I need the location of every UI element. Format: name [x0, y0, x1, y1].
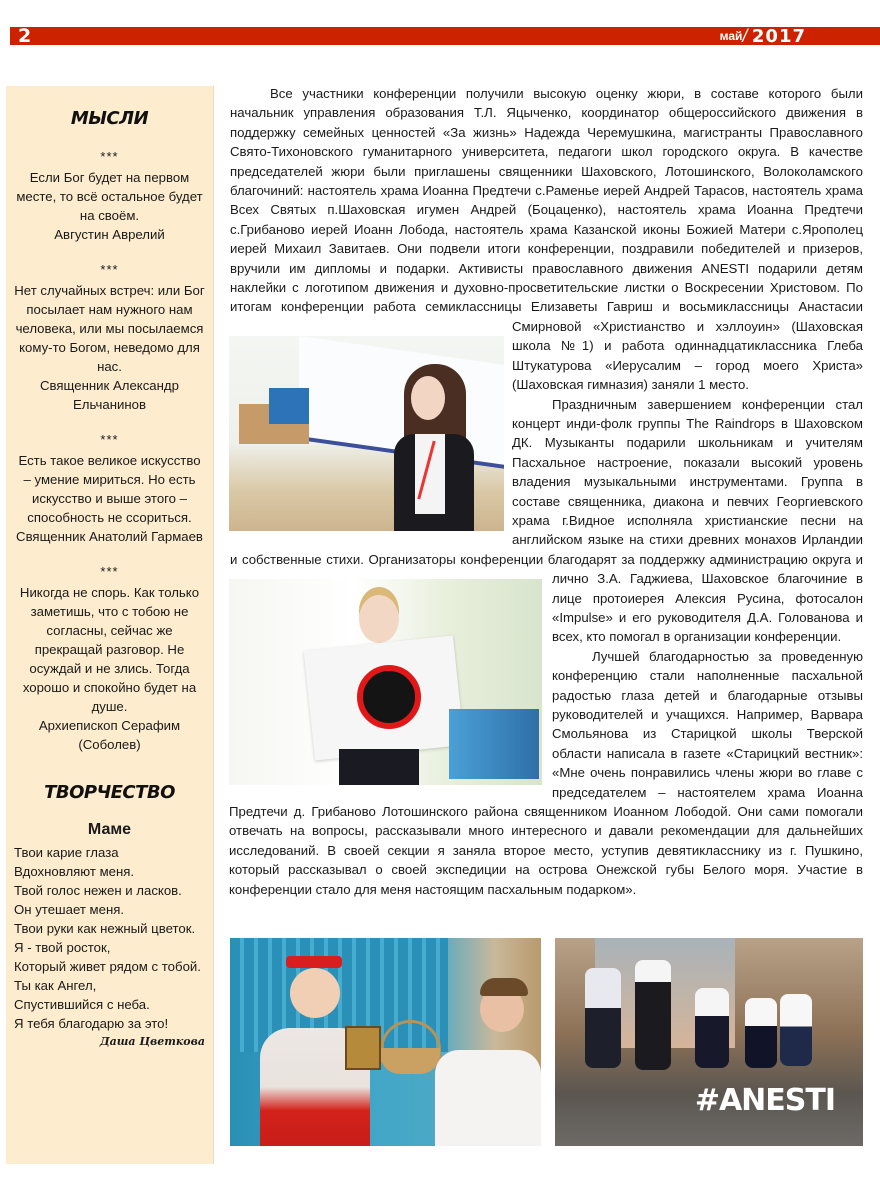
prohibition-sign-shape [357, 665, 421, 729]
poem [6, 843, 213, 1033]
poem-line: Он утешает меня. [14, 902, 125, 917]
article-paragraph: Все участники конференции получили высокую оценку жюри, в составе которого были начальник управления образования Т.Л. Яцыченко, координатор общероссийского движения в поддержку семейных ценностей «За жизнь» Надежда Черемушкина, магистранты Православного Свято-Тихоновского гуманитарного университета, педагоги школ городского округа. В качестве председателей жюри были приглашены священники Шаховского, Лотошинского, Волоколамского благочиний: настоятель храма Иоанна Предтечи с.Раменье иерей Андрей Тарасов, настоятель храма Всех Святых п.Шаховская игумен Андрей (Боцаценко), настоятель храма Иоанна Предтечи с.Грибаново иерей Иоанн Лобода, настоятель храма Казанской иконы Божией Матери с.Ярополец иерей Михаил Завитаев. Они подвели итоги конференции, поздравили победителей и призеров, вручили им дипломы и подарки. Активисты православного движения ANESTI подарили детям наклейки с логотипом движения и духовно-просветительские листки о Воскресении Христовом. По итогам конференции работа семиклассницы Елизаветы Гавриш и восьмиклассницы Анастасии Смирновой «Христианство и хэллоуин» (Шаховская школа №1) и работа одиннадцатиклассника Глеба Штукатурова «Иерусалим – город моего Христа» (Шаховская гимназия) заняли 1 место. [230, 86, 863, 393]
girl-face-shape [290, 968, 340, 1018]
poem-line: Который живет рядом с тобой. [14, 959, 201, 974]
singer-shape [745, 998, 777, 1068]
icon-frame-shape [345, 1026, 381, 1070]
boy-hair-shape [480, 978, 528, 996]
anesti-sign: #ANESTI [694, 1083, 835, 1118]
skirt-shape [339, 749, 419, 785]
photo-speaker [229, 336, 504, 531]
singer-shape [585, 968, 621, 1068]
quote [6, 451, 213, 546]
poem-line: Твой голос нежен и ласков. [14, 883, 182, 898]
page-header-bar [10, 27, 880, 45]
basket-shape [380, 1048, 440, 1074]
thoughts-heading: МЫСЛИ [70, 108, 149, 129]
singer-shape [780, 994, 812, 1066]
issue-month: май [719, 29, 743, 43]
poem-signature: Даша Цветкова [99, 1035, 205, 1048]
poem-line: Твои карие глаза [14, 845, 119, 860]
girl-face-shape [411, 376, 445, 420]
quote-author: Архиепископ Серафим (Соболев) [38, 718, 181, 752]
shelf-shape [449, 709, 539, 779]
separator: *** [100, 564, 119, 579]
poem-line: Ты как Ангел, [14, 978, 97, 993]
page-number: 2 [18, 25, 33, 47]
quote-text: Есть такое великое искусство – умение мириться. Но есть искусство и выше этого – способность не ссориться. [18, 453, 201, 525]
photo-poster [229, 579, 542, 785]
article-paragraph: Лучшей благодарностью за проведенную конференцию стали наполненные пасхальной радостью глаза детей и благодарные отзывы руководителей и учащихся. Например, Варвара Смольянова из Старицкой школы Тверской области написала в газете «Старицкий вестник»: «Мне очень понравились члены жюри во главе с председателем – настоятелем храма Иоанна Предтечи д. Грибаново Лотошинского района священником Иоанном Лободой. Они сами помогали отвечать на вопросы, рассказывали много интересного и давали рекомендации для дальнейших исследований. В своей секции я заняла второе место, уступив девятикласснику из г. Пушкино, который рассказывал о своей экспедиции на острова Онежской губы Белого моря. Участие в конференции стало для меня настоящим пасхальным подарком». [229, 648, 863, 897]
quote-author: Священник Александр Ельчанинов [40, 378, 179, 412]
binders-shape [269, 388, 309, 424]
singer-shape [635, 960, 671, 1070]
girl-shirt-shape [415, 434, 445, 514]
quote-author: Августин Аврелий [54, 227, 165, 242]
quote-text: Никогда не спорь. Как только заметишь, что с тобою не согласны, сейчас же прекращай разговор. Не осуждай и не злись. Тогда хорошо и спокойно будет на душе. [19, 585, 200, 714]
bottom-photo-row [230, 938, 863, 1146]
separator: *** [100, 432, 119, 447]
article-paragraph: Праздничным завершением конференции стал концерт инди-фолк группы The Raindrops в Шаховском ДК. Музыканты подарили школьникам и учителям Пасхальное настроение, показали высокий уровень владения музыкальными инструментами. Группа в составе священника, диакона и певчих Георгиевского храма г.Видное исполняла христианские песни на английском языке на стихи древних монахов Ирландии и собственные стихи. Организаторы конференции благодарят за поддержку администрацию округа и лично З.А. Гаджиева, Шаховское благочиние в лице протоиерея Алексия Русина, фотосалон «Impulse» и его руководителя Д.А. Голованова и всех, кто помогал в организации конференции. [230, 396, 863, 645]
quote-text: Нет случайных встреч: или Бог посылает нам нужного нам человека, или мы посылаемся кому-то Богом, неведомо для нас. [14, 283, 205, 374]
poem-line: Вдохновляют меня. [14, 864, 135, 879]
issue-date [720, 26, 806, 47]
girl-head-shape [359, 595, 399, 643]
separator: *** [100, 149, 119, 164]
quote-text: Если Бог будет на первом месте, то всё остальное будет на своём. [16, 170, 203, 223]
quote [6, 168, 213, 244]
quote-author: Священник Анатолий Гармаев [16, 529, 203, 544]
issue-year: 2017 [751, 26, 806, 47]
creativity-heading: ТВОРЧЕСТВО [44, 782, 175, 803]
issue-slash: / [742, 26, 748, 46]
poem-line: Я - твой росток, [14, 940, 111, 955]
photo-folk-costumes [230, 938, 541, 1146]
singer-shape [695, 988, 729, 1068]
quote [6, 583, 213, 754]
separator: *** [100, 262, 119, 277]
poem-line: Я тебя благодарю за это! [14, 1016, 169, 1031]
poem-title: Маме [87, 821, 132, 838]
article-body [229, 84, 863, 899]
boy-shirt-shape [435, 1050, 541, 1146]
headband-shape [286, 956, 342, 968]
photo-choir [555, 938, 863, 1146]
sidebar [6, 86, 214, 1164]
quote [6, 281, 213, 414]
poem-line: Твои руки как нежный цветок. [14, 921, 196, 936]
poem-line: Спустившийся с неба. [14, 997, 150, 1012]
